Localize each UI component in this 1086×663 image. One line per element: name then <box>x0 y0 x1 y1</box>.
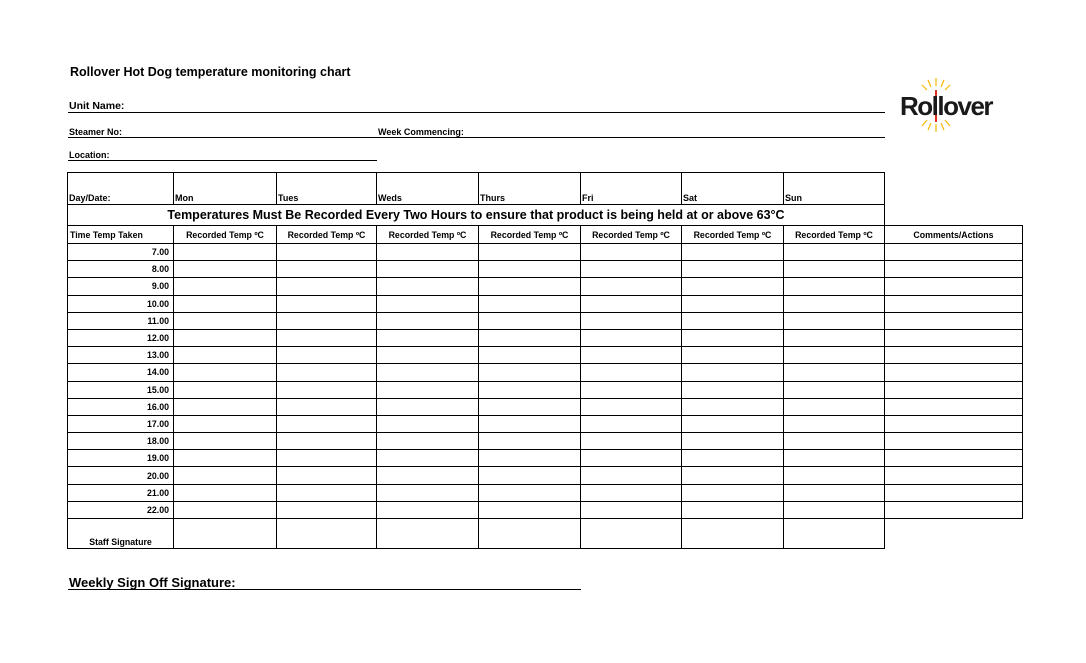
temp-entry-cell[interactable] <box>581 433 682 450</box>
time-label: 18.00 <box>68 433 174 450</box>
unit-name-field[interactable] <box>68 112 885 113</box>
temp-entry-cell[interactable] <box>277 312 377 329</box>
temp-entry-cell[interactable] <box>479 261 581 278</box>
comment-entry-cell[interactable] <box>885 484 1023 501</box>
temp-entry-cell[interactable] <box>174 278 277 295</box>
time-label: 16.00 <box>68 398 174 415</box>
temp-header-tues: Recorded Temp ºC <box>277 226 377 244</box>
temp-entry-cell[interactable] <box>174 244 277 261</box>
comment-entry-cell[interactable] <box>885 244 1023 261</box>
temp-entry-cell[interactable] <box>682 261 784 278</box>
logo-text: Rollover <box>900 91 993 121</box>
temp-entry-cell[interactable] <box>277 364 377 381</box>
temp-entry-cell[interactable] <box>277 484 377 501</box>
table-row <box>68 364 1023 381</box>
temp-entry-cell[interactable] <box>581 278 682 295</box>
temp-entry-cell[interactable] <box>174 450 277 467</box>
temp-entry-cell[interactable] <box>784 329 885 346</box>
temp-entry-cell[interactable] <box>377 347 479 364</box>
temp-entry-cell[interactable] <box>479 329 581 346</box>
table-row <box>68 329 1023 346</box>
temp-entry-cell[interactable] <box>174 484 277 501</box>
time-label: 7.00 <box>68 244 174 261</box>
signature-cell[interactable] <box>682 519 784 549</box>
time-label: 20.00 <box>68 467 174 484</box>
temp-entry-cell[interactable] <box>784 312 885 329</box>
temp-entry-cell[interactable] <box>479 278 581 295</box>
day-date-label: Day/Date: <box>68 173 174 205</box>
temp-entry-cell[interactable] <box>581 450 682 467</box>
comment-entry-cell[interactable] <box>885 347 1023 364</box>
table-row <box>68 501 1023 518</box>
temp-entry-cell[interactable] <box>682 415 784 432</box>
comment-entry-cell[interactable] <box>885 501 1023 518</box>
temp-entry-cell[interactable] <box>479 312 581 329</box>
temp-entry-cell[interactable] <box>581 312 682 329</box>
temp-entry-cell[interactable] <box>277 278 377 295</box>
time-label: 13.00 <box>68 347 174 364</box>
temp-entry-cell[interactable] <box>479 415 581 432</box>
spacer-cell <box>885 205 1023 226</box>
temp-entry-cell[interactable] <box>174 364 277 381</box>
temp-entry-cell[interactable] <box>377 312 479 329</box>
temp-header-thurs: Recorded Temp ºC <box>479 226 581 244</box>
temp-entry-cell[interactable] <box>784 398 885 415</box>
day-weds[interactable]: Weds <box>377 173 479 205</box>
temp-entry-cell[interactable] <box>174 347 277 364</box>
time-label: 11.00 <box>68 312 174 329</box>
time-label: 12.00 <box>68 329 174 346</box>
temp-entry-cell[interactable] <box>784 381 885 398</box>
temp-entry-cell[interactable] <box>377 278 479 295</box>
temp-entry-cell[interactable] <box>377 467 479 484</box>
day-fri[interactable]: Fri <box>581 173 682 205</box>
day-sat[interactable]: Sat <box>682 173 784 205</box>
comment-entry-cell[interactable] <box>885 261 1023 278</box>
location-label: Location: <box>69 150 110 160</box>
temp-entry-cell[interactable] <box>377 450 479 467</box>
temp-header-fri: Recorded Temp ºC <box>581 226 682 244</box>
temp-entry-cell[interactable] <box>479 381 581 398</box>
temp-entry-cell[interactable] <box>581 415 682 432</box>
temp-entry-cell[interactable] <box>682 381 784 398</box>
temp-entry-cell[interactable] <box>377 261 479 278</box>
temp-entry-cell[interactable] <box>377 329 479 346</box>
temp-entry-cell[interactable] <box>581 347 682 364</box>
temp-entry-cell[interactable] <box>174 295 277 312</box>
temp-entry-cell[interactable] <box>277 433 377 450</box>
temp-entry-cell[interactable] <box>277 450 377 467</box>
temp-entry-cell[interactable] <box>377 244 479 261</box>
temperature-table <box>67 172 1023 549</box>
day-tues[interactable]: Tues <box>277 173 377 205</box>
temp-entry-cell[interactable] <box>784 347 885 364</box>
temp-entry-cell[interactable] <box>682 433 784 450</box>
table-row <box>68 312 1023 329</box>
banner-row <box>68 205 1023 226</box>
weekly-signoff-field[interactable] <box>68 589 581 590</box>
temp-header-sun: Recorded Temp ºC <box>784 226 885 244</box>
temp-entry-cell[interactable] <box>784 433 885 450</box>
signature-cell[interactable] <box>277 519 377 549</box>
temp-entry-cell[interactable] <box>581 381 682 398</box>
temp-entry-cell[interactable] <box>377 501 479 518</box>
temp-entry-cell[interactable] <box>784 364 885 381</box>
day-mon[interactable]: Mon <box>174 173 277 205</box>
time-label: 19.00 <box>68 450 174 467</box>
temp-entry-cell[interactable] <box>277 329 377 346</box>
time-label: 22.00 <box>68 501 174 518</box>
temp-entry-cell[interactable] <box>277 501 377 518</box>
temp-entry-cell[interactable] <box>174 415 277 432</box>
temp-entry-cell[interactable] <box>377 484 479 501</box>
spacer-cell <box>885 519 1023 549</box>
temp-entry-cell[interactable] <box>479 244 581 261</box>
temp-entry-cell[interactable] <box>479 295 581 312</box>
table-row <box>68 450 1023 467</box>
signature-cell[interactable] <box>377 519 479 549</box>
temp-entry-cell[interactable] <box>682 244 784 261</box>
comment-entry-cell[interactable] <box>885 398 1023 415</box>
temp-entry-cell[interactable] <box>682 364 784 381</box>
temp-entry-cell[interactable] <box>784 501 885 518</box>
temp-entry-cell[interactable] <box>377 295 479 312</box>
comment-entry-cell[interactable] <box>885 278 1023 295</box>
table-row <box>68 484 1023 501</box>
unit-name-label: Unit Name: <box>69 100 125 112</box>
comment-entry-cell[interactable] <box>885 433 1023 450</box>
signature-cell[interactable] <box>479 519 581 549</box>
temp-entry-cell[interactable] <box>479 467 581 484</box>
temp-entry-cell[interactable] <box>277 244 377 261</box>
temp-entry-cell[interactable] <box>682 278 784 295</box>
temp-entry-cell[interactable] <box>581 261 682 278</box>
temp-entry-cell[interactable] <box>174 312 277 329</box>
comments-header: Comments/Actions <box>885 226 1023 244</box>
temp-entry-cell[interactable] <box>174 501 277 518</box>
temp-entry-cell[interactable] <box>581 501 682 518</box>
temp-entry-cell[interactable] <box>784 415 885 432</box>
day-row <box>68 173 1023 205</box>
comment-entry-cell[interactable] <box>885 415 1023 432</box>
time-label: 21.00 <box>68 484 174 501</box>
location-field[interactable] <box>68 160 377 161</box>
time-header: Time Temp Taken <box>68 226 174 244</box>
time-label: 8.00 <box>68 261 174 278</box>
signature-cell[interactable] <box>581 519 682 549</box>
table-row <box>68 295 1023 312</box>
temp-entry-cell[interactable] <box>479 450 581 467</box>
temp-entry-cell[interactable] <box>377 415 479 432</box>
table-row <box>68 347 1023 364</box>
temp-entry-cell[interactable] <box>784 295 885 312</box>
temp-entry-cell[interactable] <box>682 398 784 415</box>
temp-entry-cell[interactable] <box>479 484 581 501</box>
temp-entry-cell[interactable] <box>479 364 581 381</box>
temp-entry-cell[interactable] <box>277 381 377 398</box>
temp-entry-cell[interactable] <box>377 398 479 415</box>
temp-entry-cell[interactable] <box>377 433 479 450</box>
table-row <box>68 398 1023 415</box>
temp-entry-cell[interactable] <box>581 244 682 261</box>
temp-entry-cell[interactable] <box>581 364 682 381</box>
page-title: Rollover Hot Dog temperature monitoring chart <box>70 65 351 79</box>
temp-entry-cell[interactable] <box>377 364 479 381</box>
temp-entry-cell[interactable] <box>784 261 885 278</box>
temp-entry-cell[interactable] <box>682 329 784 346</box>
temp-entry-cell[interactable] <box>581 484 682 501</box>
temp-entry-cell[interactable] <box>277 398 377 415</box>
time-label: 17.00 <box>68 415 174 432</box>
temp-entry-cell[interactable] <box>784 450 885 467</box>
temp-header-sat: Recorded Temp ºC <box>682 226 784 244</box>
temp-entry-cell[interactable] <box>174 261 277 278</box>
column-header-row <box>68 226 1023 244</box>
table-row <box>68 244 1023 261</box>
temp-entry-cell[interactable] <box>277 347 377 364</box>
temp-entry-cell[interactable] <box>784 244 885 261</box>
temp-entry-cell[interactable] <box>682 312 784 329</box>
day-thurs[interactable]: Thurs <box>479 173 581 205</box>
table-row <box>68 261 1023 278</box>
temp-entry-cell[interactable] <box>581 467 682 484</box>
temp-entry-cell[interactable] <box>682 295 784 312</box>
temp-entry-cell[interactable] <box>682 484 784 501</box>
table-row <box>68 433 1023 450</box>
temp-entry-cell[interactable] <box>581 398 682 415</box>
comment-entry-cell[interactable] <box>885 295 1023 312</box>
temp-entry-cell[interactable] <box>581 295 682 312</box>
temp-entry-cell[interactable] <box>784 484 885 501</box>
weekly-signoff-label: Weekly Sign Off Signature: <box>69 575 236 590</box>
temp-entry-cell[interactable] <box>174 381 277 398</box>
temp-entry-cell[interactable] <box>581 329 682 346</box>
temp-entry-cell[interactable] <box>174 433 277 450</box>
temp-entry-cell[interactable] <box>377 381 479 398</box>
temp-entry-cell[interactable] <box>174 329 277 346</box>
staff-signature-label: Staff Signature <box>68 519 174 549</box>
temp-entry-cell[interactable] <box>682 467 784 484</box>
comment-entry-cell[interactable] <box>885 312 1023 329</box>
temperature-banner: Temperatures Must Be Recorded Every Two Hours to ensure that product is being held at or above 63°C <box>68 205 885 226</box>
day-sun[interactable]: Sun <box>784 173 885 205</box>
staff-signature-row <box>68 519 1023 549</box>
steamer-week-field[interactable] <box>68 137 885 138</box>
temp-entry-cell[interactable] <box>277 467 377 484</box>
comment-entry-cell[interactable] <box>885 467 1023 484</box>
table-row <box>68 381 1023 398</box>
temp-entry-cell[interactable] <box>682 501 784 518</box>
steamer-no-label: Steamer No: <box>69 127 123 137</box>
comment-entry-cell[interactable] <box>885 381 1023 398</box>
temp-entry-cell[interactable] <box>479 433 581 450</box>
temp-entry-cell[interactable] <box>682 450 784 467</box>
comment-entry-cell[interactable] <box>885 364 1023 381</box>
week-commencing-label: Week Commencing: <box>378 127 464 137</box>
comment-entry-cell[interactable] <box>885 329 1023 346</box>
signature-cell[interactable] <box>174 519 277 549</box>
temp-entry-cell[interactable] <box>277 295 377 312</box>
temp-entry-cell[interactable] <box>277 261 377 278</box>
temp-entry-cell[interactable] <box>479 398 581 415</box>
comment-entry-cell[interactable] <box>885 450 1023 467</box>
temp-entry-cell[interactable] <box>174 398 277 415</box>
table-row <box>68 278 1023 295</box>
time-label: 9.00 <box>68 278 174 295</box>
time-label: 14.00 <box>68 364 174 381</box>
time-label: 15.00 <box>68 381 174 398</box>
temp-entry-cell[interactable] <box>682 347 784 364</box>
table-row <box>68 415 1023 432</box>
table-row <box>68 467 1023 484</box>
temp-header-mon: Recorded Temp ºC <box>174 226 277 244</box>
temp-header-weds: Recorded Temp ºC <box>377 226 479 244</box>
temp-entry-cell[interactable] <box>479 501 581 518</box>
time-label: 10.00 <box>68 295 174 312</box>
temp-entry-cell[interactable] <box>784 467 885 484</box>
rollover-logo <box>898 76 1016 136</box>
temp-entry-cell[interactable] <box>277 415 377 432</box>
spacer-cell <box>885 173 1023 205</box>
signature-cell[interactable] <box>784 519 885 549</box>
temp-entry-cell[interactable] <box>784 278 885 295</box>
temp-entry-cell[interactable] <box>479 347 581 364</box>
temp-entry-cell[interactable] <box>174 467 277 484</box>
